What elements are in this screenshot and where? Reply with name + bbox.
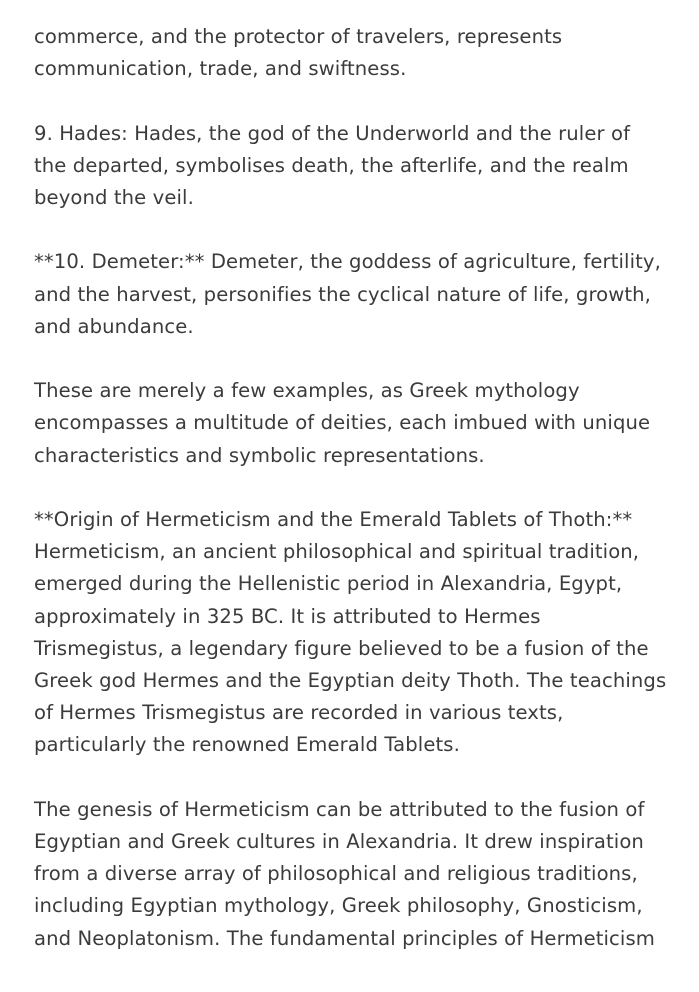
text-line: **10. Demeter:** Demeter, the goddess of agriculture, fertility, xyxy=(34,250,661,274)
text-line: approximately in 325 BC. It is attributed to Hermes xyxy=(34,604,541,628)
text-line: emerged during the Hellenistic period in Alexandria, Egypt, xyxy=(34,572,623,596)
text-line: particularly the renowned Emerald Tablets. xyxy=(34,733,460,757)
text-line: beyond the veil. xyxy=(34,186,194,209)
text-line: These are merely a few examples, as Greek mythology xyxy=(34,379,580,403)
text-line: and the harvest, personifies the cyclical nature of life, growth, xyxy=(34,282,652,306)
text-line: **Origin of Hermeticism and the Emerald Tablets of Thoth:** xyxy=(34,507,633,531)
paragraph-hades xyxy=(34,118,674,215)
text-line: of Hermes Trismegistus are recorded in various texts, xyxy=(34,701,564,725)
text-line: Greek god Hermes and the Egyptian deity Thoth. The teachings xyxy=(34,669,667,692)
text-line: and Neoplatonism. The fundamental principles of Hermeticism xyxy=(34,926,655,950)
text-line: 9. Hades: Hades, the god of the Underworld and the ruler of xyxy=(34,121,631,145)
text-line: characteristics and symbolic representations. xyxy=(34,443,485,467)
text-line: the departed, symbolises death, the afterlife, and the realm xyxy=(34,153,629,177)
paragraph-examples-summary xyxy=(34,375,674,472)
text-line: commerce, and the protector of travelers, represents xyxy=(34,25,563,48)
paragraph-origin-hermeticism xyxy=(34,504,674,762)
text-line: The genesis of Hermeticism can be attributed to the fusion of xyxy=(34,797,645,821)
paragraph-hermes-ending xyxy=(34,21,674,85)
text-line: Hermeticism, an ancient philosophical and spiritual tradition, xyxy=(34,540,640,564)
paragraph-genesis-hermeticism xyxy=(34,794,674,955)
text-line: from a diverse array of philosophical and religious traditions, xyxy=(34,862,638,886)
paragraph-demeter xyxy=(34,246,674,343)
document-body xyxy=(34,21,674,987)
text-line: including Egyptian mythology, Greek philosophy, Gnosticism, xyxy=(34,894,643,918)
text-line: communication, trade, and swiftness. xyxy=(34,57,407,81)
text-line: Trismegistus, a legendary figure believed to be a fusion of the xyxy=(34,636,649,660)
text-line: Egyptian and Greek cultures in Alexandria. It drew inspiration xyxy=(34,830,644,853)
text-line: encompasses a multitude of deities, each imbued with unique xyxy=(34,411,651,435)
text-line: and abundance. xyxy=(34,314,194,338)
